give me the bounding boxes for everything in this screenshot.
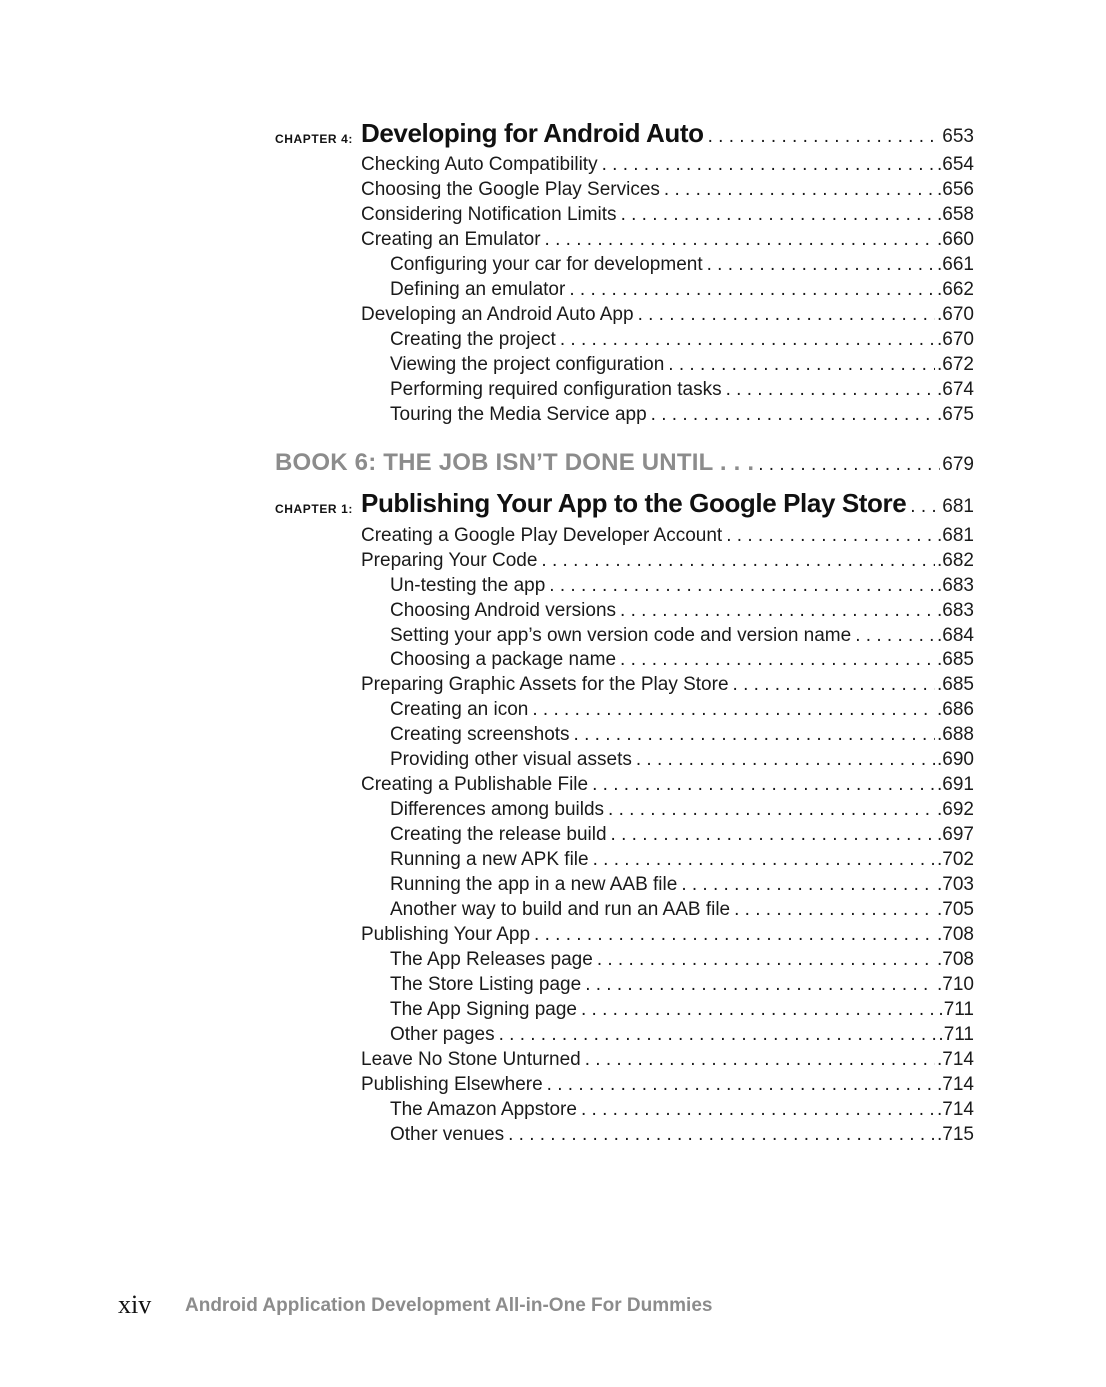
dot-leader [545,575,935,597]
entry-title: Creating a Google Play Developer Account [361,525,723,546]
book-title: BOOK 6: THE JOB ISN’T DONE UNTIL . . . [275,449,755,476]
toc-subentry[interactable] [390,749,974,774]
dot-leader [581,1049,935,1071]
entry-title: The Store Listing page [390,974,582,995]
entry-title: Setting your app’s own version code and version name [390,625,852,646]
page-number: .670 [937,329,974,350]
dot-leader [660,179,935,201]
chapter-label: CHAPTER 4: [275,132,354,146]
dot-leader [577,1099,935,1121]
toc-subentry[interactable] [390,999,974,1024]
footer-page-number: xiv [118,1290,152,1319]
page-number: .711 [938,999,974,1020]
dot-leader [730,899,935,921]
dot-leader [677,874,935,896]
toc-subentry[interactable] [390,724,974,749]
toc-entry[interactable] [361,525,974,550]
page-number: .670 [937,304,974,325]
dot-leader [504,1124,935,1146]
toc-subentry[interactable] [390,649,974,674]
dot-leader [754,454,940,476]
page-number: .705 [937,899,974,920]
dot-leader [541,229,935,251]
dot-leader [616,649,935,671]
page-number: .692 [937,799,974,820]
entry-title: Running a new APK file [390,849,589,870]
toc-subentry[interactable] [390,1124,974,1149]
page-number: .683 [937,575,974,596]
dot-leader [593,949,935,971]
entry-title: Choosing the Google Play Services [361,179,660,200]
dot-leader [704,126,941,148]
entry-title: Checking Auto Compatibility [361,154,598,175]
page-number: .661 [937,254,974,275]
entry-title: Creating the project [390,329,556,350]
entry-title: Creating an icon [390,699,529,720]
toc-entry[interactable] [361,924,974,949]
toc-subentry[interactable] [390,799,974,824]
toc-subentry[interactable] [390,600,974,625]
page-number: .715 [937,1124,974,1145]
entry-title: Viewing the project configuration [390,354,665,375]
entry-title: The Amazon Appstore [390,1099,577,1120]
toc-subentry[interactable] [390,899,974,924]
page-number: .682 [937,550,974,571]
dot-leader [632,749,935,771]
toc-subentry[interactable] [390,699,974,724]
page-number: .711 [938,1024,974,1045]
page-number: .708 [937,924,974,945]
page-number: 653 [942,126,974,147]
toc-subentry[interactable] [390,279,974,304]
toc-entry[interactable] [361,674,974,699]
page-number: .684 [937,625,974,646]
entry-title: Considering Notification Limits [361,204,617,225]
page-number: .656 [937,179,974,200]
page-number: .685 [937,674,974,695]
dot-leader [617,204,935,226]
page-number: .714 [937,1074,974,1095]
page-number: .674 [937,379,974,400]
page-number: .672 [937,354,974,375]
entry-title: Un-testing the app [390,575,546,596]
toc-subentry[interactable] [390,404,974,429]
dot-leader [729,674,936,696]
entry-title: Differences among builds [390,799,605,820]
entry-title: Creating an Emulator [361,229,541,250]
toc-subentry[interactable] [390,874,974,899]
entry-title: Other pages [390,1024,495,1045]
page-number: .654 [937,154,974,175]
page-number: .714 [937,1049,974,1070]
page-number: .681 [937,525,974,546]
dot-leader [647,404,935,426]
entry-title: Configuring your car for development [390,254,703,275]
dot-leader [577,999,936,1021]
entry-title: Another way to build and run an AAB file [390,899,731,920]
toc-subentry[interactable] [390,329,974,354]
page-number: .660 [937,229,974,250]
entry-title: Leave No Stone Unturned [361,1049,581,1070]
dot-leader [703,254,935,276]
dot-leader [581,974,935,996]
toc-entry[interactable] [361,154,974,179]
toc-entry[interactable] [361,229,974,254]
toc-book-heading[interactable] [275,449,974,481]
page-number: .702 [937,849,974,870]
dot-leader [851,625,935,647]
toc-entry[interactable] [361,774,974,799]
dot-leader [528,699,935,721]
footer-book-title: Android Application Development All-in-One For Dummies [185,1295,713,1316]
toc-entry[interactable] [361,1049,974,1074]
dot-leader [906,496,940,518]
entry-title: Preparing Graphic Assets for the Play Store [361,674,729,695]
page-number: 681 [942,496,974,517]
entry-title: Providing other visual assets [390,749,632,770]
toc-entry[interactable] [361,304,974,329]
page-number: .683 [937,600,974,621]
page-number: .685 [937,649,974,670]
entry-title: Other venues [390,1124,505,1145]
entry-title: Publishing Your App [361,924,531,945]
page-number: .710 [937,974,974,995]
entry-title: Creating a Publishable File [361,774,589,795]
entry-title: Performing required configuration tasks [390,379,722,400]
entry-title: Developing an Android Auto App [361,304,634,325]
dot-leader [530,924,935,946]
dot-leader [664,354,935,376]
toc-subentry[interactable] [390,379,974,404]
dot-leader [589,849,935,871]
chapter-title: Developing for Android Auto [361,118,704,148]
toc-subentry[interactable] [390,1099,974,1124]
toc-entry[interactable] [361,204,974,229]
dot-leader [556,329,935,351]
dot-leader [543,1074,935,1096]
entry-title: Creating the release build [390,824,607,845]
toc-subentry[interactable] [390,575,974,600]
chapter-label: CHAPTER 1: [275,502,354,516]
page-number: .703 [937,874,974,895]
toc-subentry[interactable] [390,974,974,999]
page-number: .688 [937,724,974,745]
toc-subentry[interactable] [390,625,974,650]
entry-title: Choosing a package name [390,649,617,670]
toc-entry[interactable] [361,179,974,204]
page-number: .690 [937,749,974,770]
entry-title: Running the app in a new AAB file [390,874,678,895]
dot-leader [607,824,935,846]
entry-title: The App Signing page [390,999,577,1020]
dot-leader [634,304,935,326]
dot-leader [604,799,935,821]
toc-entry[interactable] [361,550,974,575]
dot-leader [495,1024,937,1046]
page-number: .697 [937,824,974,845]
entry-title: Preparing Your Code [361,550,538,571]
dot-leader [616,600,935,622]
entry-title: Touring the Media Service app [390,404,647,425]
page-number: .686 [937,699,974,720]
toc-entry[interactable] [361,1074,974,1099]
dot-leader [598,154,935,176]
page-number: .675 [937,404,974,425]
dot-leader [722,379,935,401]
toc-subentry[interactable] [390,354,974,379]
toc-subentry[interactable] [390,949,974,974]
toc-subentry[interactable] [390,254,974,279]
entry-title: Choosing Android versions [390,600,617,621]
page-number: .714 [937,1099,974,1120]
entry-title: The App Releases page [390,949,593,970]
entry-title: Publishing Elsewhere [361,1074,543,1095]
page-number: .691 [937,774,974,795]
toc-subentry[interactable] [390,1024,974,1049]
dot-leader [537,550,935,572]
toc-chapter-heading[interactable] [361,118,974,152]
dot-leader [722,525,935,547]
dot-leader [588,774,935,796]
dot-leader [570,724,935,746]
toc-chapter-heading[interactable] [361,488,974,522]
page-number: .662 [937,279,974,300]
toc-subentry[interactable] [390,849,974,874]
entry-title: Defining an emulator [390,279,566,300]
page-number: .658 [937,204,974,225]
page-number: .708 [937,949,974,970]
toc-subentry[interactable] [390,824,974,849]
page-number: 679 [942,454,974,475]
chapter-title: Publishing Your App to the Google Play Store [361,488,907,518]
entry-title: Creating screenshots [390,724,570,745]
dot-leader [565,279,935,301]
